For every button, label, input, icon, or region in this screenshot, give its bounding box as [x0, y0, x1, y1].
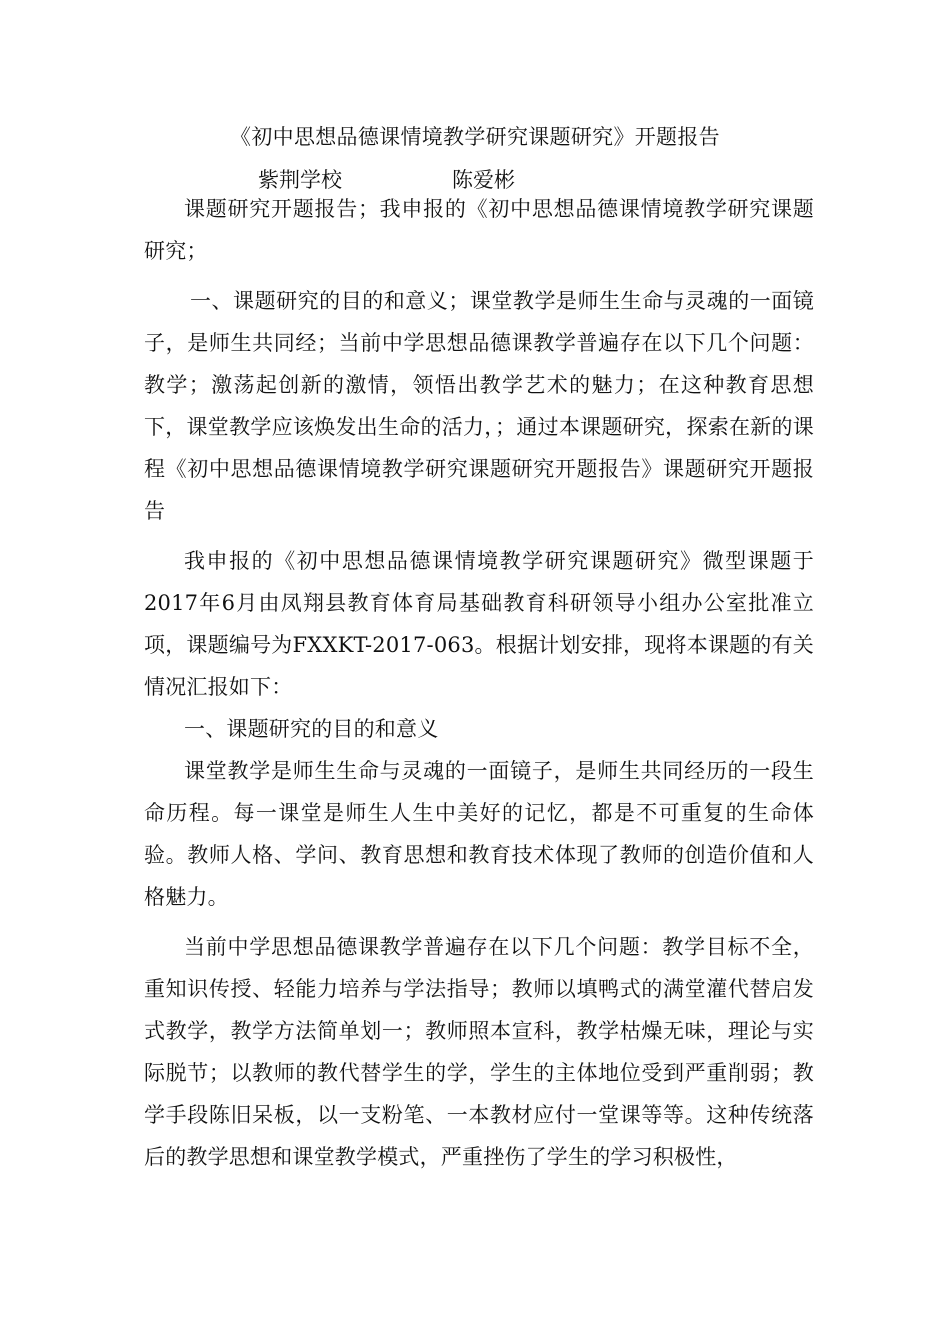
- paragraph-classroom: 课堂教学是师生生命与灵魂的一面镜子，是师生共同经历的一段生命历程。每一课堂是师生人生中美好的记忆，都是不可重复的生命体验。教师人格、学问、教育思想和教育技术体现了教师的创造价值和人格魅力。: [144, 759, 814, 909]
- paragraph-application: 我申报的《初中思想品德课情境教学研究课题研究》微型课题于2017年6月由凤翔县教育体育局基础教育科研领导小组办公室批准立项，课题编号为FXXKT-2017-063。根据计划安排，现将本课题的有关情况汇报如下：: [144, 549, 814, 699]
- document-body: [144, 188, 814, 1178]
- school-name: 紫荆学校: [258, 168, 342, 192]
- document-title: 《初中思想品德课情境教学研究课题研究》开题报告: [230, 125, 720, 149]
- paragraph-intro: 课题研究开题报告；我申报的《初中思想品德课情境教学研究课题研究；: [144, 197, 814, 263]
- paragraph-problems: 当前中学思想品德课教学普遍存在以下几个问题：教学目标不全，重知识传授、轻能力培养与学法指导；教师以填鸭式的满堂灌代替启发式教学，教学方法简单划一；教师照本宣科，教学枯燥无味，理论与实际脱节；以教师的教代替学生的学，学生的主体地位受到严重削弱；教学手段陈旧呆板，以一支粉笔、一本教材应付一堂课等等。这种传统落后的教学思想和课堂教学模式，严重挫伤了学生的学习积极性，: [144, 935, 814, 1169]
- section-heading: 一、课题研究的目的和意义: [184, 717, 439, 741]
- author-name: 陈爱彬: [452, 168, 515, 192]
- paragraph-summary: 一、课题研究的目的和意义；课堂教学是师生生命与灵魂的一面镜子，是师生共同经；当前中学思想品德课教学普遍存在以下几个问题：教学；激荡起创新的激情，领悟出教学艺术的魅力；在这种教育思想下，课堂教学应该焕发出生命的活力，；通过本课题研究，探索在新的课程《初中思想品德课情境教学研究课题研究开题报告》课题研究开题报告: [144, 289, 814, 523]
